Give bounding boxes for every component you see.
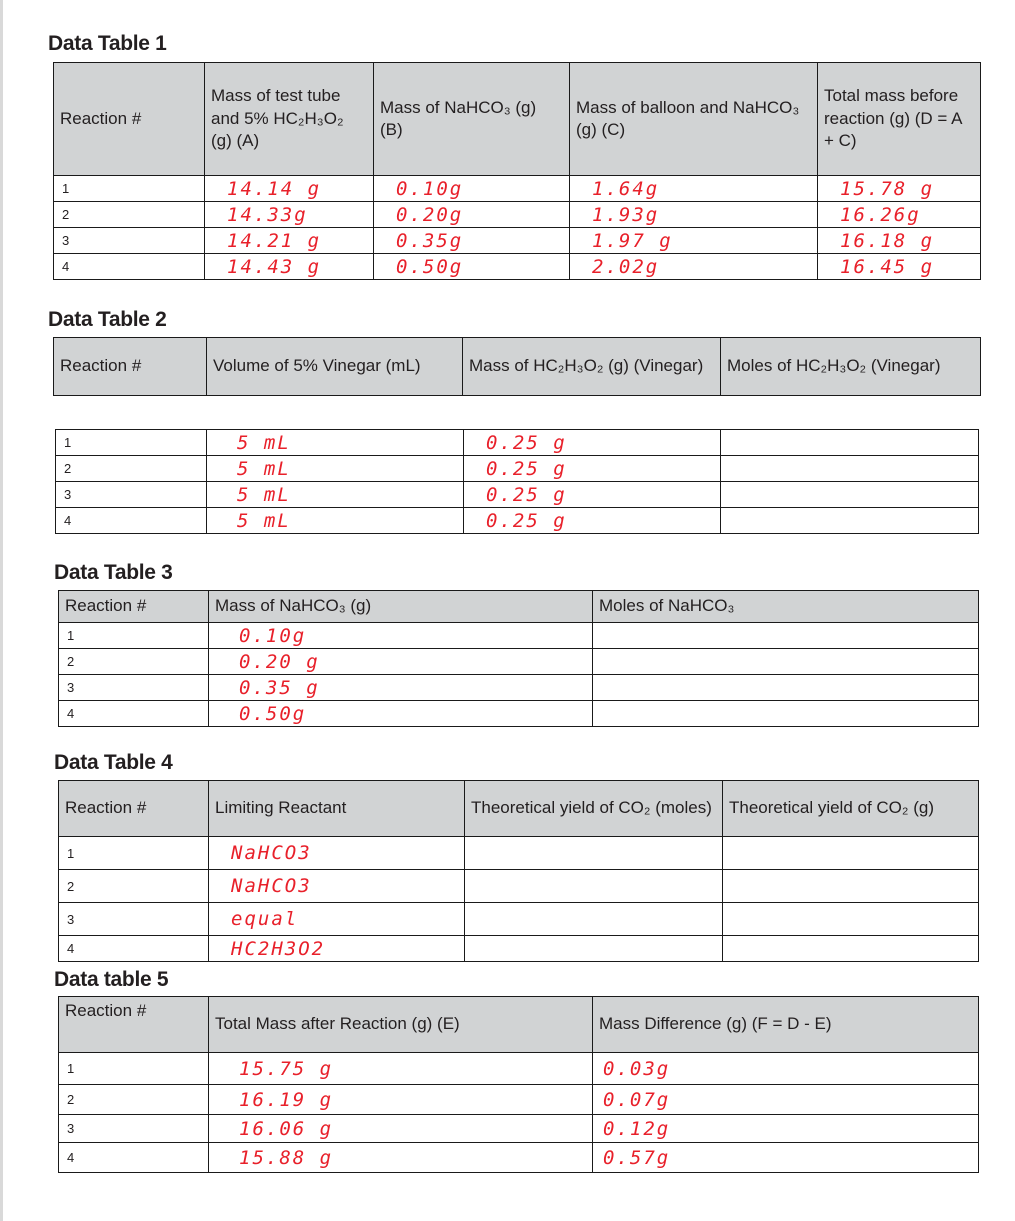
cell: 0.25 g xyxy=(464,430,721,456)
table-3-title: Data Table 3 xyxy=(54,561,173,584)
cell: 0.35 g xyxy=(209,675,593,701)
table-row xyxy=(59,1143,979,1173)
cell: 1 xyxy=(59,1053,209,1085)
cell: 15.75 g xyxy=(209,1053,593,1085)
col-header: Total Mass after Reaction (g) (E) xyxy=(209,997,593,1053)
col-header: Reaction # xyxy=(54,338,207,396)
cell: 0.35g xyxy=(374,228,570,254)
table-row xyxy=(59,701,979,727)
col-header: Mass of test tube and 5% HC₂H₃O₂ (g) (A) xyxy=(205,63,374,176)
col-header: Mass of NaHCO₃ (g) (B) xyxy=(374,63,570,176)
col-header: Reaction # xyxy=(54,63,205,176)
cell: 0.25 g xyxy=(464,456,721,482)
cell xyxy=(721,456,979,482)
cell: HC2H3O2 xyxy=(209,936,465,962)
table-row xyxy=(59,623,979,649)
cell: 4 xyxy=(59,701,209,727)
cell: 14.43 g xyxy=(205,254,374,280)
data-table-2-header xyxy=(53,337,981,396)
table-2-title: Data Table 2 xyxy=(48,308,167,331)
cell: 2.02g xyxy=(570,254,818,280)
cell: 1 xyxy=(59,837,209,870)
cell: 2 xyxy=(59,1085,209,1115)
col-header: Limiting Reactant xyxy=(209,781,465,837)
cell: 16.18 g xyxy=(818,228,981,254)
cell: 3 xyxy=(59,1115,209,1143)
cell: 5 mL xyxy=(207,508,464,534)
cell: 3 xyxy=(56,482,207,508)
table-row xyxy=(59,936,979,962)
cell: 2 xyxy=(59,870,209,903)
cell: 14.33g xyxy=(205,202,374,228)
cell: 0.20g xyxy=(374,202,570,228)
cell: 16.06 g xyxy=(209,1115,593,1143)
cell: 0.50g xyxy=(374,254,570,280)
col-header: Reaction # xyxy=(59,997,209,1053)
cell: 1.93g xyxy=(570,202,818,228)
cell: 0.25 g xyxy=(464,482,721,508)
cell xyxy=(723,903,979,936)
cell xyxy=(593,623,979,649)
cell xyxy=(465,903,723,936)
cell xyxy=(721,508,979,534)
table-row xyxy=(59,649,979,675)
col-header: Moles of HC₂H₃O₂ (Vinegar) xyxy=(721,338,981,396)
cell: 0.10g xyxy=(374,176,570,202)
cell: 0.07g xyxy=(593,1085,979,1115)
col-header: Mass of HC₂H₃O₂ (g) (Vinegar) xyxy=(463,338,721,396)
cell: 1 xyxy=(54,176,205,202)
table-row xyxy=(59,1053,979,1085)
cell: 3 xyxy=(59,903,209,936)
cell xyxy=(723,837,979,870)
cell: 1.64g xyxy=(570,176,818,202)
cell xyxy=(593,701,979,727)
cell: 0.12g xyxy=(593,1115,979,1143)
cell: 0.25 g xyxy=(464,508,721,534)
cell: 15.78 g xyxy=(818,176,981,202)
col-header: Theoretical yield of CO₂ (moles) xyxy=(465,781,723,837)
data-table-2 xyxy=(55,429,979,534)
cell: 3 xyxy=(54,228,205,254)
table-row xyxy=(59,903,979,936)
col-header: Volume of 5% Vinegar (mL) xyxy=(207,338,463,396)
col-header: Mass of balloon and NaHCO₃ (g) (C) xyxy=(570,63,818,176)
cell xyxy=(465,936,723,962)
cell xyxy=(593,649,979,675)
cell xyxy=(723,936,979,962)
cell xyxy=(465,870,723,903)
cell: equal xyxy=(209,903,465,936)
cell: 1.97 g xyxy=(570,228,818,254)
data-table-5 xyxy=(58,996,979,1173)
cell: 16.26g xyxy=(818,202,981,228)
table-row xyxy=(56,430,979,456)
cell: 0.03g xyxy=(593,1053,979,1085)
cell: NaHCO3 xyxy=(209,837,465,870)
table-row xyxy=(59,837,979,870)
table-row xyxy=(56,482,979,508)
cell: 15.88 g xyxy=(209,1143,593,1173)
cell: 3 xyxy=(59,675,209,701)
cell: NaHCO3 xyxy=(209,870,465,903)
col-header: Theoretical yield of CO₂ (g) xyxy=(723,781,979,837)
cell: 0.50g xyxy=(209,701,593,727)
table-row xyxy=(54,176,981,202)
col-header: Moles of NaHCO₃ xyxy=(593,591,979,623)
data-table-1 xyxy=(53,62,981,280)
cell: 16.45 g xyxy=(818,254,981,280)
cell: 5 mL xyxy=(207,456,464,482)
cell: 4 xyxy=(54,254,205,280)
cell xyxy=(723,870,979,903)
cell: 0.20 g xyxy=(209,649,593,675)
col-header: Reaction # xyxy=(59,591,209,623)
cell: 4 xyxy=(59,1143,209,1173)
col-header: Mass of NaHCO₃ (g) xyxy=(209,591,593,623)
cell: 1 xyxy=(56,430,207,456)
cell: 5 mL xyxy=(207,430,464,456)
table-row xyxy=(56,456,979,482)
table-row xyxy=(54,228,981,254)
cell xyxy=(721,430,979,456)
table-row xyxy=(59,1085,979,1115)
col-header: Reaction # xyxy=(59,781,209,837)
table-5-title: Data table 5 xyxy=(54,968,169,991)
cell: 4 xyxy=(59,936,209,962)
cell: 14.14 g xyxy=(205,176,374,202)
col-header: Mass Difference (g) (F = D - E) xyxy=(593,997,979,1053)
cell: 5 mL xyxy=(207,482,464,508)
cell xyxy=(593,675,979,701)
col-header: Total mass before reaction (g) (D = A + C) xyxy=(818,63,981,176)
cell: 4 xyxy=(56,508,207,534)
cell: 2 xyxy=(59,649,209,675)
table-row xyxy=(54,254,981,280)
cell: 1 xyxy=(59,623,209,649)
cell: 16.19 g xyxy=(209,1085,593,1115)
data-table-3 xyxy=(58,590,979,727)
table-4-title: Data Table 4 xyxy=(54,751,173,774)
cell: 0.57g xyxy=(593,1143,979,1173)
data-table-4 xyxy=(58,780,979,962)
table-1-title: Data Table 1 xyxy=(48,32,167,55)
cell: 0.10g xyxy=(209,623,593,649)
cell: 14.21 g xyxy=(205,228,374,254)
table-row xyxy=(59,1115,979,1143)
cell xyxy=(465,837,723,870)
cell: 2 xyxy=(56,456,207,482)
table-row xyxy=(54,202,981,228)
cell: 2 xyxy=(54,202,205,228)
cell xyxy=(721,482,979,508)
table-row xyxy=(59,870,979,903)
table-row xyxy=(56,508,979,534)
table-row xyxy=(59,675,979,701)
